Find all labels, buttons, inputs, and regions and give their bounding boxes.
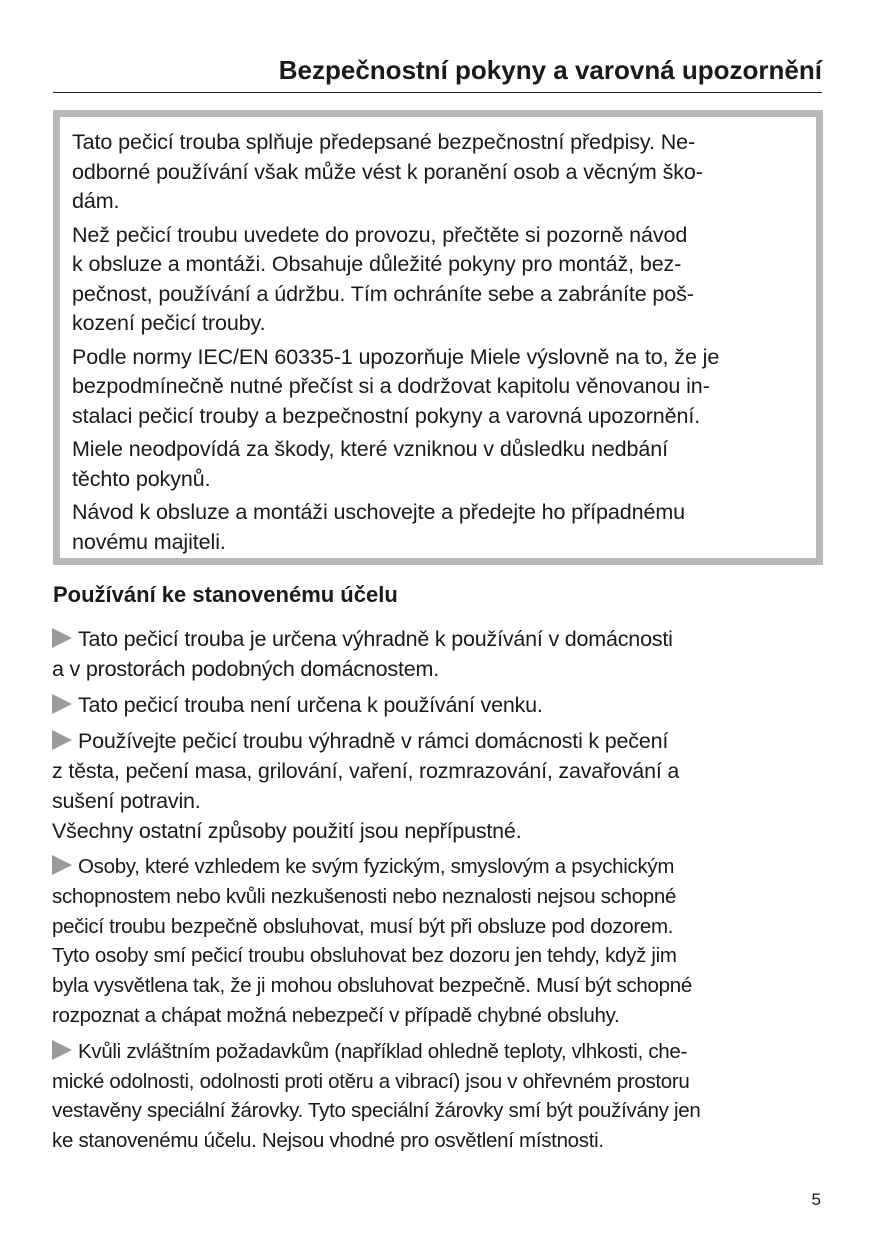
list-item-first-line [52,726,832,756]
text-line: těchto pokynů. [72,466,211,491]
notice-paragraph [72,221,816,339]
notice-paragraph [72,498,816,557]
list-item-first-line [52,1037,832,1067]
text-line: byla vysvětlena tak, že ji mohou obsluhovat bezpečně. Musí být schopné [52,974,692,998]
text-line: bezpodmínečně nutné přečíst si a dodržovat kapitolu věnovanou in- [72,374,710,398]
text-line: mické odolnosti, odolnosti proti otěru a vibrací) jsou v ohřevném prostoru [52,1069,690,1093]
bullet-triangle-icon [52,694,72,714]
bullet-triangle-icon [52,730,72,750]
text-line: pečnost, používání a údržbu. Tím ochráníte sebe a zabráníte poš- [72,281,694,306]
text-line: kození pečicí trouby. [72,311,266,335]
text-line: Kvůli zvláštním požadavkům (například ohledně teploty, vlhkosti, che- [78,1039,688,1063]
bullet-list [52,624,832,1162]
notice-paragraph [72,343,816,432]
text-line: Používejte pečicí troubu výhradně v rámci domácnosti k pečení [78,729,669,753]
text-line: Tato pečicí trouba splňuje předepsané bezpečnostní předpisy. Ne- [72,130,696,154]
text-line: a v prostorách podobných domácnostem. [52,657,439,681]
text-line: Tyto osoby smí pečicí troubu obsluhovat bez dozoru jen tehdy, když jim [52,944,677,968]
text-line: Osoby, které vzhledem ke svým fyzickým, smyslovým a psychickým [78,855,675,878]
text-line: Než pečicí troubu uvedete do provozu, přečtěte si pozorně návod [72,222,688,247]
notice-paragraph [72,128,816,217]
page-title: Bezpečnostní pokyny a varovná upozornění [53,52,822,93]
bullet-triangle-icon [52,628,72,648]
text-line: Podle normy IEC/EN 60335-1 upozorňuje Miele výslovně na to, že je [72,344,720,369]
text-line: stalaci pečicí trouby a bezpečnostní pokyny a varovná upozornění. [72,403,701,428]
text-line: sušení potravin. [52,789,201,813]
text-line: Všechny ostatní způsoby použití jsou nepřípustné. [52,819,522,843]
text-line: Miele neodpovídá za škody, které vzniknou v důsledku nedbání [72,437,668,461]
bullet-triangle-icon [52,1040,72,1060]
text-line: odborné používání však může vést k poranění osob a věcným ško- [72,159,703,184]
text-line: rozpoznat a chápat možná nebezpečí v případě chybné obsluhy. [52,1003,620,1027]
text-line: dám. [72,189,120,213]
safety-notice-box [53,110,823,565]
page-number: 5 [811,1190,821,1209]
bullet-triangle-icon [52,855,72,875]
list-item [52,624,832,684]
section-heading: Používání ke stanovenému účelu [53,582,398,607]
text-line: Tato pečicí trouba není určena k používání venku. [78,693,543,717]
text-line: ke stanovenému účelu. Nejsou vhodné pro osvětlení místnosti. [52,1129,604,1153]
notice-paragraph [72,435,816,494]
text-line: Návod k obsluze a montáži uschovejte a předejte ho případnému [72,500,686,524]
list-item [52,1037,832,1156]
text-line: Tato pečicí trouba je určena výhradně k používání v domácnosti [78,627,673,651]
text-line: k obsluze a montáži. Obsahuje důležité pokyny pro montáž, bez- [72,252,682,276]
list-item-first-line [52,624,832,654]
text-line: schopnostem nebo kvůli nezkušenosti nebo neznalosti nejsou schopné [52,884,677,908]
list-item [52,690,832,720]
list-item [52,726,832,846]
text-line: vestavěny speciální žárovky. Tyto speciální žárovky smí být používány jen [52,1099,701,1123]
list-item-first-line [52,690,832,720]
text-line: pečicí troubu bezpečně obsluhovat, musí být při obsluze pod dozorem. [52,914,674,938]
text-line: novému majiteli. [72,529,226,554]
list-item [52,852,832,1031]
text-line: z těsta, pečení masa, grilování, vaření, rozmrazování, zavařování a [52,759,680,783]
list-item-first-line [52,852,832,882]
